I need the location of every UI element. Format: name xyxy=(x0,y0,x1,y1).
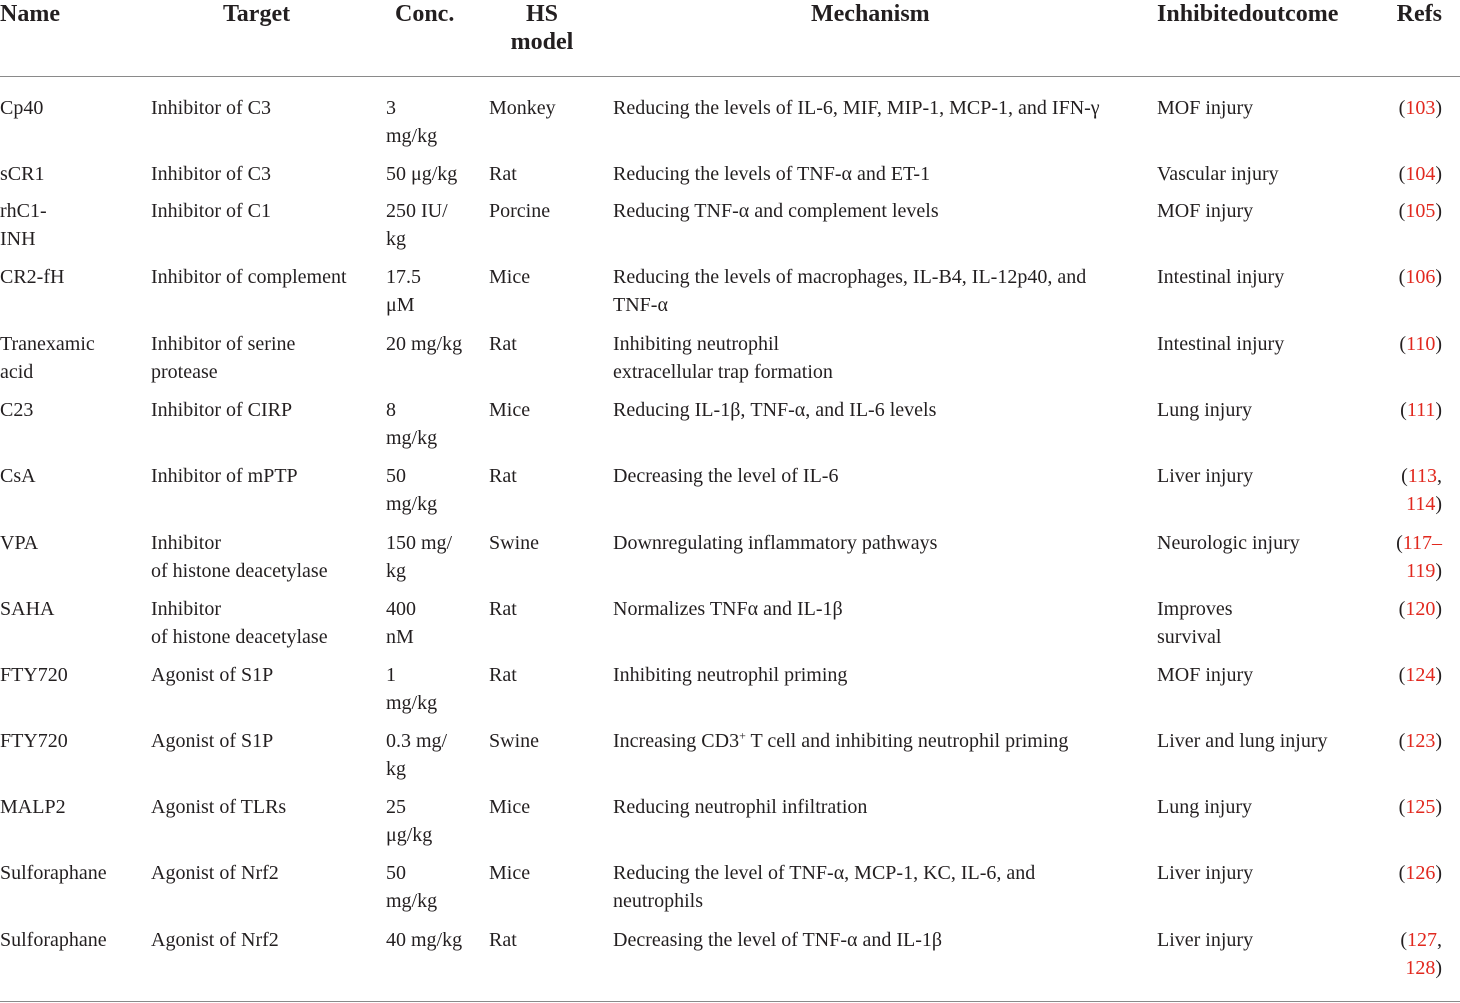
cell-mechanism xyxy=(613,661,1143,689)
table-header xyxy=(0,0,1460,78)
cell-mechanism xyxy=(613,160,1143,188)
cell-outcome xyxy=(1157,462,1367,490)
header-mechanism: Mechanism xyxy=(811,1,930,27)
cell-outcome xyxy=(1157,94,1367,122)
ref-link[interactable]: 128 xyxy=(1405,957,1436,979)
cell-mechanism xyxy=(613,462,1143,490)
cell-outcome-line: Improves xyxy=(1157,598,1233,620)
ref-link[interactable]: 114 xyxy=(1406,493,1436,515)
cell-outcome-line: survival xyxy=(1157,626,1222,648)
cell-outcome xyxy=(1157,160,1367,188)
cell-conc-line: 150 mg/ xyxy=(386,532,453,554)
cell-conc xyxy=(386,529,478,585)
cell-conc-line: μg/kg xyxy=(386,824,433,846)
cell-mechanism-line: Reducing the level of TNF-α, MCP-1, KC, IL-6, and xyxy=(613,862,1036,884)
cell-mechanism xyxy=(613,926,1143,954)
cell-name-line: CsA xyxy=(0,465,36,487)
cell-target xyxy=(151,94,376,122)
cell-conc xyxy=(386,859,478,915)
cell-hs-model: Rat xyxy=(489,163,517,185)
cell-refs: (120) xyxy=(1398,598,1442,620)
cell-name xyxy=(0,462,140,490)
cell-target-line: Agonist of S1P xyxy=(151,664,274,686)
cell-mechanism-line: Decreasing the level of TNF-α and IL-1β xyxy=(613,929,943,951)
cell-conc-line: 50 xyxy=(386,862,406,884)
cell-target-line: Inhibitor xyxy=(151,532,221,554)
cell-outcome-line: Neurologic injury xyxy=(1157,532,1300,554)
cell-hs-model: Porcine xyxy=(489,200,551,222)
cell-name xyxy=(0,160,140,188)
cell-refs: (103) xyxy=(1398,97,1442,119)
cell-refs: (117– 119) xyxy=(1396,532,1442,582)
cell-target-line: Inhibitor of C3 xyxy=(151,163,271,185)
cell-name-line: MALP2 xyxy=(0,796,66,818)
cell-conc-line: kg xyxy=(386,560,406,582)
cell-conc-line: μM xyxy=(386,294,415,316)
cell-mechanism xyxy=(613,529,1143,557)
cell-name-line: Cp40 xyxy=(0,97,44,119)
cell-mechanism-line: Decreasing the level of IL-6 xyxy=(613,465,839,487)
header-name: Name xyxy=(0,1,60,27)
cell-mechanism-line: Reducing IL-1β, TNF-α, and IL-6 levels xyxy=(613,399,937,421)
cell-outcome xyxy=(1157,727,1367,755)
cell-refs: (111) xyxy=(1400,399,1442,421)
cell-target xyxy=(151,926,376,954)
cell-conc xyxy=(386,263,478,319)
cell-outcome-line: Intestinal injury xyxy=(1157,333,1285,355)
cell-target-line: Agonist of S1P xyxy=(151,730,274,752)
cell-target-line: protease xyxy=(151,361,218,383)
cell-target-line: Inhibitor of mPTP xyxy=(151,465,298,487)
cell-name-line: INH xyxy=(0,228,36,250)
cell-outcome-line: MOF injury xyxy=(1157,200,1254,222)
cell-target-line: of histone deacetylase xyxy=(151,560,328,582)
cell-name-line: sCR1 xyxy=(0,163,45,185)
cell-hs-model: Mice xyxy=(489,399,531,421)
cell-name xyxy=(0,396,140,424)
cell-mechanism xyxy=(613,94,1143,122)
cell-name-line: C23 xyxy=(0,399,34,421)
cell-conc-line: mg/kg xyxy=(386,890,438,912)
cell-mechanism-line: Reducing the levels of IL-6, MIF, MIP-1, MCP-1, and IFN-γ xyxy=(613,97,1100,119)
cell-mechanism xyxy=(613,396,1143,424)
cell-mechanism-line: Reducing neutrophil infiltration xyxy=(613,796,868,818)
cell-refs: (106) xyxy=(1398,266,1442,288)
cell-conc-line: kg xyxy=(386,758,406,780)
cell-mechanism xyxy=(613,793,1143,821)
cell-outcome xyxy=(1157,793,1367,821)
cell-refs: (110) xyxy=(1399,333,1442,355)
cell-name-line: rhC1- xyxy=(0,200,47,222)
cell-conc xyxy=(386,197,478,253)
cell-outcome xyxy=(1157,595,1367,651)
cell-target-line: Inhibitor xyxy=(151,598,221,620)
cell-mechanism xyxy=(613,595,1143,623)
cell-outcome xyxy=(1157,330,1367,358)
cell-hs-model: Rat xyxy=(489,333,517,355)
cell-conc-line: 250 IU/ xyxy=(386,200,448,222)
ref-link[interactable]: 104 xyxy=(1405,163,1436,185)
ref-link[interactable]: 105 xyxy=(1405,200,1436,222)
cell-target xyxy=(151,859,376,887)
cell-target xyxy=(151,160,376,188)
cell-mechanism-line: TNF-α xyxy=(613,294,668,316)
cell-name xyxy=(0,661,140,689)
cell-conc xyxy=(386,160,478,188)
cell-conc-line: 25 xyxy=(386,796,406,818)
cell-refs: (125) xyxy=(1398,796,1442,818)
cell-outcome xyxy=(1157,859,1367,887)
cell-target-line: Inhibitor of serine xyxy=(151,333,296,355)
cell-target-line: of histone deacetylase xyxy=(151,626,328,648)
cell-conc-line: 50 xyxy=(386,465,406,487)
cell-name-line: Tranexamic xyxy=(0,333,95,355)
cell-hs-model: Mice xyxy=(489,266,531,288)
ref-link[interactable]: 106 xyxy=(1405,266,1436,288)
cell-conc-line: 3 xyxy=(386,97,396,119)
cell-mechanism xyxy=(613,197,1143,225)
cell-target xyxy=(151,727,376,755)
cell-name xyxy=(0,727,140,755)
cell-hs-model: Rat xyxy=(489,598,517,620)
cell-mechanism-line: Reducing TNF-α and complement levels xyxy=(613,200,939,222)
cell-name-line: FTY720 xyxy=(0,664,68,686)
cell-hs-model: Rat xyxy=(489,465,517,487)
cell-mechanism-line: Inhibiting neutrophil xyxy=(613,333,780,355)
cell-conc xyxy=(386,94,478,150)
cell-name-line: acid xyxy=(0,361,34,383)
cell-conc-line: mg/kg xyxy=(386,692,438,714)
cell-conc-line: mg/kg xyxy=(386,493,438,515)
cell-conc xyxy=(386,396,478,452)
cell-outcome-line: MOF injury xyxy=(1157,664,1254,686)
ref-link[interactable]: 113 xyxy=(1407,465,1437,487)
cell-mechanism-line: extracellular trap formation xyxy=(613,361,833,383)
cell-outcome xyxy=(1157,263,1367,291)
cell-refs: (123) xyxy=(1398,730,1442,752)
cell-outcome-line: Lung injury xyxy=(1157,399,1252,421)
cell-target xyxy=(151,661,376,689)
cell-target-line: Inhibitor of C3 xyxy=(151,97,271,119)
cell-name xyxy=(0,595,140,623)
ref-link[interactable]: 119 xyxy=(1406,560,1436,582)
header-rule xyxy=(0,76,1460,77)
cell-target xyxy=(151,462,376,490)
cell-target xyxy=(151,595,376,651)
cell-mechanism xyxy=(613,859,1143,915)
ref-link[interactable]: 126 xyxy=(1405,862,1436,884)
cell-outcome xyxy=(1157,396,1367,424)
cell-outcome-line: Lung injury xyxy=(1157,796,1252,818)
header-target: Target xyxy=(223,1,291,27)
cell-outcome-line: Vascular injury xyxy=(1157,163,1279,185)
cell-mechanism-line: Reducing the levels of TNF-α and ET-1 xyxy=(613,163,931,185)
cell-outcome-line: Liver injury xyxy=(1157,929,1254,951)
cell-conc xyxy=(386,462,478,518)
header-hs-model: HS model xyxy=(510,1,574,55)
ref-link[interactable]: 110 xyxy=(1406,333,1436,355)
cell-target xyxy=(151,263,376,291)
cell-conc xyxy=(386,793,478,849)
cell-conc-line: 8 xyxy=(386,399,396,421)
cell-target xyxy=(151,793,376,821)
cell-mechanism-line: Reducing the levels of macrophages, IL-B4, IL-12p40, and xyxy=(613,266,1087,288)
cell-hs-model: Swine xyxy=(489,730,539,752)
cell-target-line: Inhibitor of complement xyxy=(151,266,347,288)
cell-conc xyxy=(386,926,478,954)
cell-name-line: FTY720 xyxy=(0,730,68,752)
cell-name xyxy=(0,330,140,386)
cell-mechanism-line: Inhibiting neutrophil priming xyxy=(613,664,848,686)
cell-target xyxy=(151,330,376,386)
ref-link[interactable]: 103 xyxy=(1405,97,1436,119)
cell-name-line: CR2-fH xyxy=(0,266,65,288)
cell-conc-line: mg/kg xyxy=(386,427,438,449)
ref-link[interactable]: 127 xyxy=(1407,929,1437,951)
cell-target-line: Inhibitor of C1 xyxy=(151,200,271,222)
cell-outcome-line: Liver and lung injury xyxy=(1157,730,1328,752)
cell-refs: (126) xyxy=(1398,862,1442,884)
bottom-rule xyxy=(0,1001,1460,1002)
cell-hs-model: Monkey xyxy=(489,97,556,119)
cell-conc-line: 17.5 xyxy=(386,266,421,288)
cell-conc xyxy=(386,661,478,717)
cell-target-line: Agonist of TLRs xyxy=(151,796,287,818)
cell-hs-model: Mice xyxy=(489,796,531,818)
cell-conc-line: 50 μg/kg xyxy=(386,163,458,185)
cell-hs-model: Rat xyxy=(489,664,517,686)
cell-conc-line: 40 mg/kg xyxy=(386,929,463,951)
cell-name xyxy=(0,263,140,291)
ref-link[interactable]: 123 xyxy=(1405,730,1436,752)
cell-target-line: Inhibitor of CIRP xyxy=(151,399,293,421)
cell-name xyxy=(0,197,140,253)
cell-outcome-line: MOF injury xyxy=(1157,97,1254,119)
cell-hs-model: Mice xyxy=(489,862,531,884)
cell-conc-line: 0.3 mg/ xyxy=(386,730,448,752)
cell-conc xyxy=(386,727,478,783)
cell-conc xyxy=(386,595,478,651)
cell-target-line: Agonist of Nrf2 xyxy=(151,929,279,951)
cell-mechanism xyxy=(613,330,1143,386)
cell-name xyxy=(0,859,140,887)
cell-name-line: Sulforaphane xyxy=(0,929,107,951)
header-outcome: Inhibitedoutcome xyxy=(1157,1,1339,27)
cell-conc-line: 20 mg/kg xyxy=(386,333,463,355)
cell-target xyxy=(151,529,376,585)
ref-link[interactable]: 124 xyxy=(1405,664,1436,686)
cell-outcome-line: Liver injury xyxy=(1157,465,1254,487)
cell-outcome xyxy=(1157,197,1367,225)
ref-link[interactable]: 111 xyxy=(1406,399,1436,421)
cell-refs: (105) xyxy=(1398,200,1442,222)
cell-outcome-line: Liver injury xyxy=(1157,862,1254,884)
cell-refs: (104) xyxy=(1398,163,1442,185)
cell-conc-line: mg/kg xyxy=(386,125,438,147)
cell-target-line: Agonist of Nrf2 xyxy=(151,862,279,884)
cell-name-line: Sulforaphane xyxy=(0,862,107,884)
ref-link[interactable]: 117– xyxy=(1402,532,1442,554)
cell-mechanism-line: Normalizes TNFα and IL-1β xyxy=(613,598,843,620)
cell-refs: (124) xyxy=(1398,664,1442,686)
cell-mechanism xyxy=(613,263,1143,319)
cell-target xyxy=(151,197,376,225)
cell-target xyxy=(151,396,376,424)
cell-name xyxy=(0,94,140,122)
cell-conc xyxy=(386,330,478,358)
cell-outcome xyxy=(1157,529,1367,557)
cell-conc-line: 400 xyxy=(386,598,416,620)
header-refs: Refs xyxy=(1396,1,1442,27)
cell-conc-line: kg xyxy=(386,228,406,250)
ref-link[interactable]: 125 xyxy=(1405,796,1436,818)
cell-conc-line: 1 xyxy=(386,664,396,686)
cell-name-line: SAHA xyxy=(0,598,55,620)
cell-refs: (113, 114) xyxy=(1401,465,1442,515)
cell-outcome xyxy=(1157,926,1367,954)
cell-mechanism: Increasing CD3+ T cell and inhibiting neutrophil priming xyxy=(613,728,1069,752)
cell-conc-line: nM xyxy=(386,626,414,648)
cell-name xyxy=(0,926,140,954)
header-conc: Conc. xyxy=(395,1,455,27)
cell-outcome xyxy=(1157,661,1367,689)
ref-link[interactable]: 120 xyxy=(1405,598,1436,620)
cell-hs-model: Rat xyxy=(489,929,517,951)
cell-name xyxy=(0,793,140,821)
cell-name-line: VPA xyxy=(0,532,39,554)
cell-name xyxy=(0,529,140,557)
cell-mechanism-line: Downregulating inflammatory pathways xyxy=(613,532,938,554)
cell-refs: (127, 128) xyxy=(1400,929,1442,979)
cell-mechanism-line: neutrophils xyxy=(613,890,703,912)
cell-hs-model: Swine xyxy=(489,532,539,554)
cell-outcome-line: Intestinal injury xyxy=(1157,266,1285,288)
